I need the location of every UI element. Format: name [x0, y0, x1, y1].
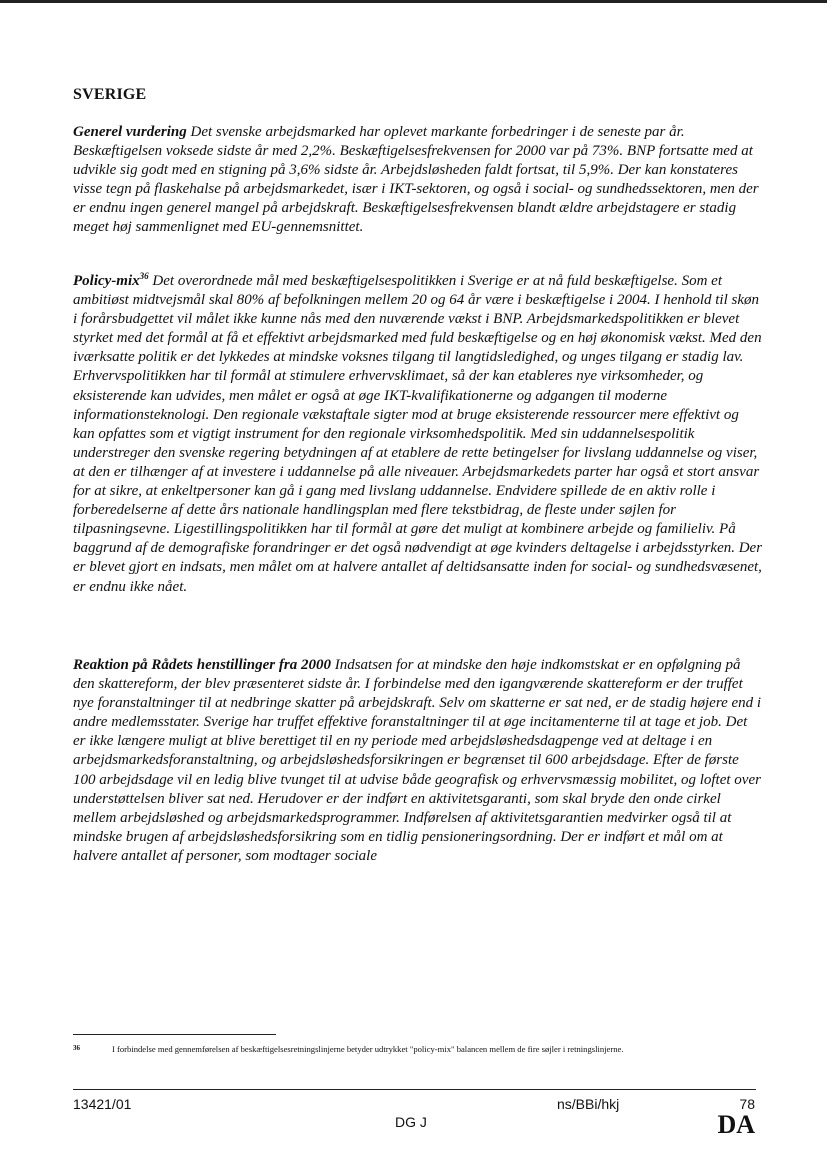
paragraph-lead: Generel vurdering [73, 124, 187, 140]
language-code: DA [717, 1110, 755, 1139]
top-rule [0, 0, 827, 3]
footnote-mark: 36 [73, 1044, 80, 1052]
document-reference: 13421/01 [73, 1096, 132, 1112]
paragraph-policy-mix [73, 272, 763, 597]
page-number: 78 [739, 1096, 755, 1112]
page-heading: SVERIGE [73, 86, 147, 103]
footnote-reference[interactable]: 36 [139, 271, 149, 281]
paragraph-lead: Policy-mix [73, 273, 140, 289]
directorate-label: DG J [395, 1114, 427, 1130]
paragraph-general-assessment [73, 123, 763, 238]
paragraph-body: Indsatsen for at mindske den høje indkomstskat er en opfølgning på den skattereform, der blev præsenteret sidste år. I forbindelse med den igangværende skattereform er der truffet nye foranstaltninger til at nedbringe skatter på arbejdskraft. Selv om skatterne er sat ned, er de stadig højere end i andre medlemsstater. Sverige har truffet effektive foranstaltninger til at øge incitamenterne til at tage et job. Det er ikke længere muligt at blive berettiget til en ny periode med arbejdsløshedsdagpenge ved at deltage i en arbejdsmarkedsforanstaltning, og arbejdsløshedsforsikringen er begrænset til 600 arbejdsdage. Efter de første 100 arbejdsdage vil en ledig blive tvunget til at udvise både geografisk og erhvervsmæssig mobilitet, og loftet over understøttelsen bliver sat ned. Herudover er der indført en aktivitetsgaranti, som skal bryde den onde cirkel mellem arbejdsløshed og arbejdsmarkedsprogrammer. Indførelsen af aktivitetsgarantien medvirker også til at mindske brugen af arbejdsløshedsforsikring som en tidlig pensioneringsordning. Der er indført et mål om at halvere antallet af personer, som modtager sociale [73, 657, 762, 864]
footer-divider [73, 1089, 756, 1090]
paragraph-lead: Reaktion på Rådets henstillinger fra 2000 [73, 657, 331, 673]
paragraph-body: Det svenske arbejdsmarked har oplevet markante forbedringer i de seneste par år. Beskæftigelsen voksede sidste år med 2,2%. Beskæftigelsesfrekvensen for 2000 var på 73%. BNP fortsatte med at udvikle sig godt med en stigning på 3,6% sidste år. Arbejdsløsheden faldt fortsat, til 5,9%. Der kan konstateres visse tegn på flaskehalse på arbejdsmarkedet, især i IKT-sektoren, og også i social- og sundhedssektoren, men der er endnu ingen generel mangel på arbejdskraft. Beskæftigelsesfrekvensen blandt ældre arbejdstagere er stadig meget høj sammenlignet med EU-gennemsnittet. [73, 124, 759, 236]
paragraph-body: Det overordnede mål med beskæftigelsespolitikken i Sverige er at nå fuld beskæftigelse. Som et ambitiøst midtvejsmål skal 80% af befolkningen mellem 20 og 64 år være i beskæftigelse i 2004. I henhold til skøn i forårsbudgettet vil målet ikke kunne nås med den nuværende vækst i BNP. Arbejdsmarkedspolitikken er blevet styrket med det formål at få et effektivt arbejdsmarked med fuld beskæftigelse og en høj økonomisk vækst. Med den iværksatte politik er det lykkedes at mindske voksnes tilgang til langtidsledighed, og unges tilgang er stadig lav. Erhvervspolitikken har til formål at stimulere erhvervsklimaet, så der kan etableres nye virksomheder, og eksisterende kan udvides, men målet er også at øge IKT-kvalifikationerne og adgangen til moderne informationsteknologi. Den regionale vækstaftale sigter mod at bruge eksisterende ressourcer mere effektivt og kan opfattes som et vigtigt instrument for den regionale virksomhedspolitik. Med sin uddannelsespolitik understreger den svenske regering betydningen af at etablere de rette betingelser for livslang uddannelse og viser, at den er tilhænger af at investere i uddannelse på alle niveauer. Arbejdsmarkedets parter har også et stort ansvar for at sikre, at enkeltpersoner kan gå i gang med livslang uddannelse. Endvidere spillede de en aktiv rolle i forberedelserne af dette års nationale handlingsplan med flere tekstbidrag, de fleste under søjlen for tilpasningsevne. Ligestillingspolitikken har til formål at gøre det muligt at kombinere arbejde og familieliv. På baggrund af de demografiske forandringer er det også nødvendigt at øge kvinders deltagelse i arbejdsstyrken. Der er blevet gjort en indsats, men målet om at halvere antallet af deltidsansatte inden for social- og sundhedsvæsenet, er endnu ikke nået. [73, 273, 763, 595]
footnote-text: I forbindelse med gennemførelsen af beskæftigelsesretningslinjerne betyder udtrykket "policy-mix" balancen mellem de fire søjler i retningslinjerne. [112, 1044, 624, 1054]
paragraph-council-recommendations [73, 656, 763, 866]
footnote-divider [73, 1034, 276, 1035]
author-initials: ns/BBi/hkj [557, 1096, 620, 1112]
